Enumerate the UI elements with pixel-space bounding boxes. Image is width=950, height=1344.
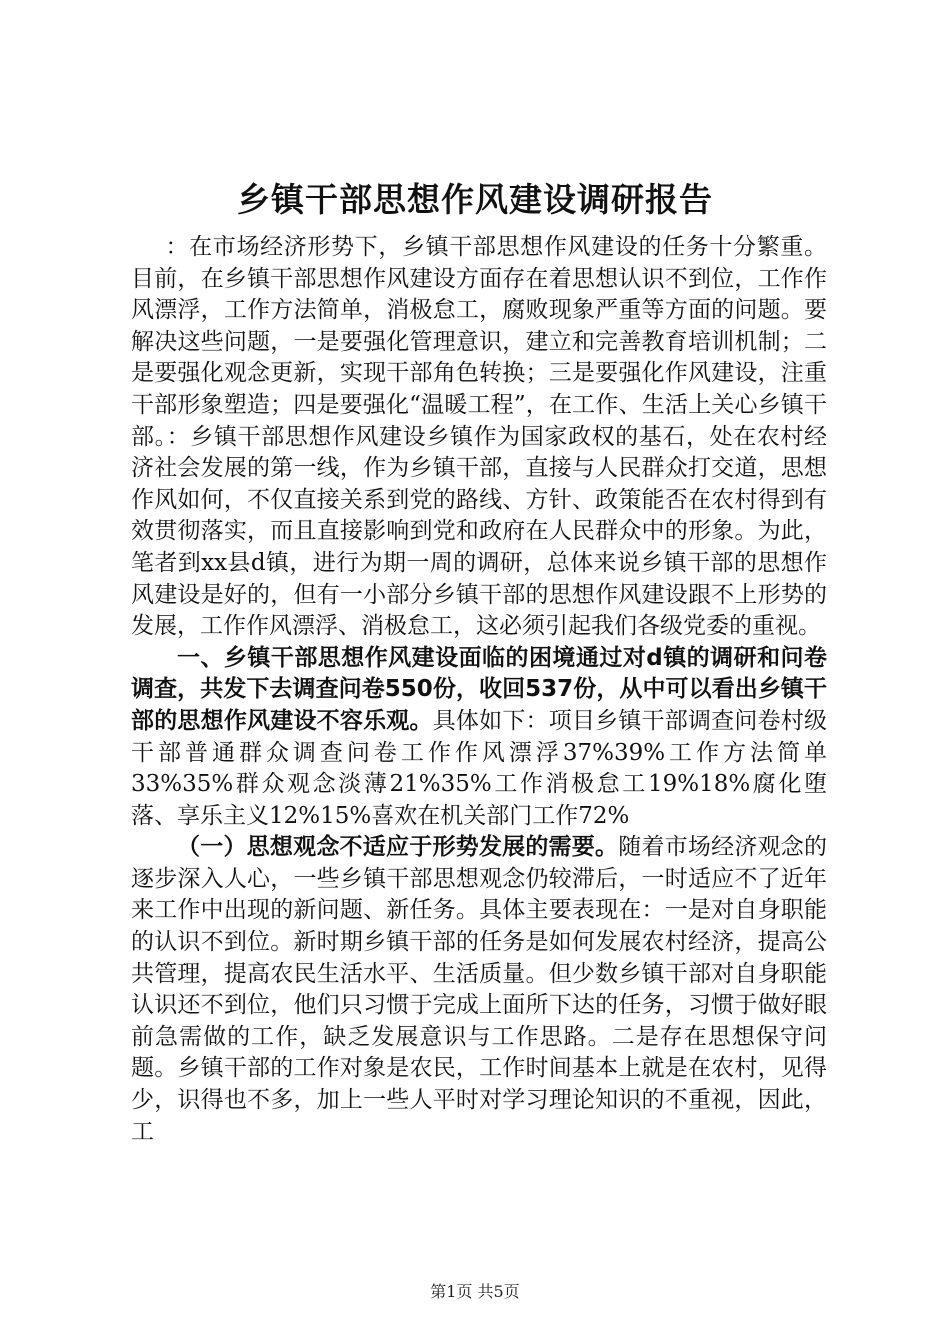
paragraph-section-one — [131, 643, 827, 833]
paragraph-text: ：在市场经济形势下，乡镇干部思想作风建设的任务十分繁重。目前，在乡镇干部思想作风建设方面存在着思想认识不到位，工作作风漂浮，工作方法简单，消极怠工，腐败现象严重等方面的问题。要解决这些问题，一是要强化管理意识，建立和完善教育培训机制；二是要强化观念更新，实现干部角色转换；三是要强化作风建设，注重干部形象塑造；四是要强化“温暖工程”，在工作、生活上关心乡镇干部。：乡镇干部思想作风建设乡镇作为国家政权的基石，处在农村经济社会发展的第一线，作为乡镇干部，直接与人民群众打交道，思想作风如何，不仅直接关系到党的路线、方针、政策能否在农村得到有效贯彻落实，而且直接影响到党和政府在人民群众中的形象。为此，笔者到xx县d镇，进行为期一周的调研，总体来说乡镇干部的思想作风建设是好的，但有一小部分乡镇干部的思想作风建设跟不上形势的发展，工作作风漂浮、消极怠工，这必须引起我们各级党委的重视。 — [131, 234, 827, 640]
paragraph-text: 具体如下：项目乡镇干部调查问卷村级干部普通群众调查问卷工作作风漂浮37%39%工作方法简单33%35%群众观念淡薄21%35%工作消极怠工19%18%腐化堕落、享乐主义12%15%喜欢在机关部门工作72% — [131, 707, 828, 829]
document-body — [131, 232, 827, 1148]
subsection-heading: （一）思想观念不适应于形势发展的需要。 — [177, 834, 619, 861]
page-number: 第1页 共5页 — [430, 1282, 520, 1301]
paragraph-text: 随着市场经济观念的逐步深入人心，一些乡镇干部思想观念仍较滞后，一时适应不了近年来工作中出现的新问题、新任务。具体主要表现在：一是对自身职能的认识不到位。新时期乡镇干部的任务是如何发展农村经济，提高公共管理，提高农民生活水平、生活质量。但少数乡镇干部对自身职能认识还不到位，他们只习惯于完成上面所下达的任务，习惯于做好眼前急需做的工作，缺乏发展意识与工作思路。二是存在思想保守问题。乡镇干部的工作对象是农民，工作时间基本上就是在农村，见得少，识得也不多，加上一些人平时对学习理论知识的不重视，因此，工 — [131, 834, 828, 1145]
section-heading: 一、乡镇干部思想作风建设面临的困境通过对d镇的调研和问卷调查，共发下去调查问卷550份，收回537份，从中可以看出乡镇干部的思想作风建设不容乐观。 — [131, 644, 827, 734]
paragraph-abstract — [131, 232, 827, 643]
document-title: 乡镇干部思想作风建设调研报告 — [237, 180, 713, 219]
paragraph-subsection-one — [131, 832, 827, 1148]
